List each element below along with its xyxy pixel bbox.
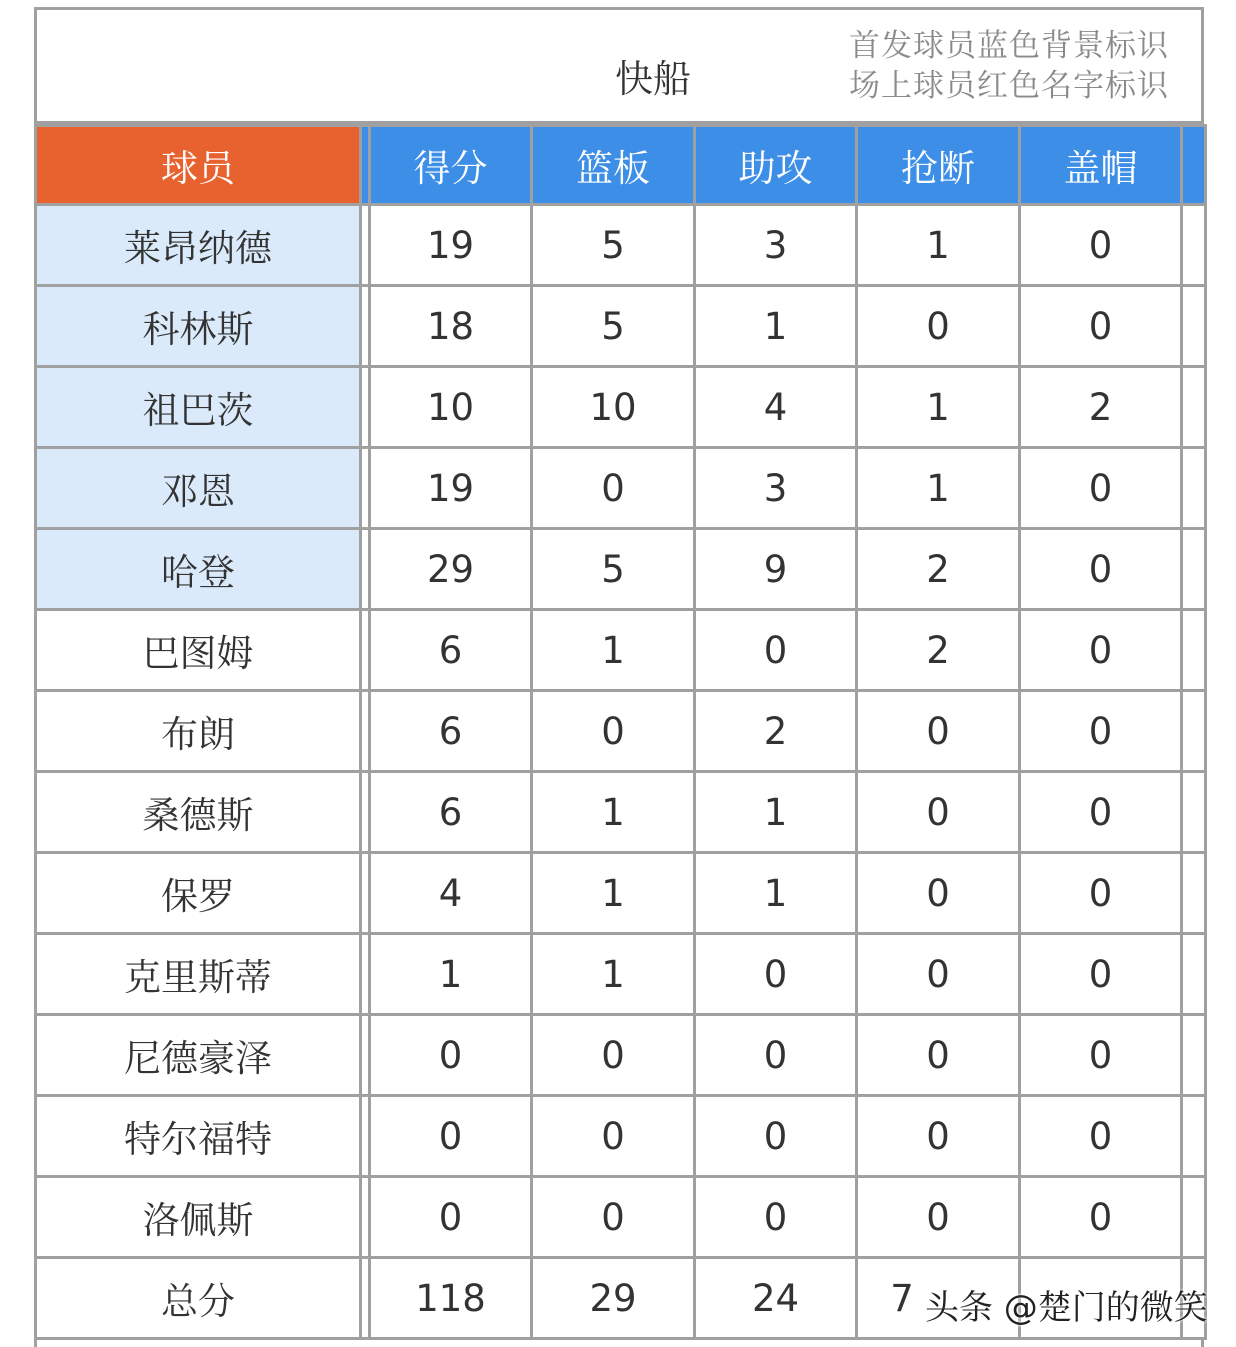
player-name: 布朗 (36, 691, 361, 772)
table-row (36, 1096, 1206, 1177)
table-row (36, 529, 1206, 610)
cell-steals: 0 (857, 853, 1020, 934)
cell-steals: 0 (857, 934, 1020, 1015)
header-row (36, 126, 1206, 205)
cell-rebounds: 0 (532, 691, 695, 772)
header-points: 得分 (370, 126, 532, 205)
table-row (36, 205, 1206, 286)
cell-points: 19 (370, 448, 532, 529)
legend (849, 26, 1169, 106)
cell-points: 10 (370, 367, 532, 448)
row-tail (1182, 367, 1206, 448)
cell-rebounds: 1 (532, 772, 695, 853)
cell-blocks: 0 (1020, 853, 1182, 934)
row-separator (361, 286, 370, 367)
row-tail (1182, 448, 1206, 529)
row-tail (1182, 205, 1206, 286)
row-tail (1182, 934, 1206, 1015)
header-steals: 抢断 (857, 126, 1020, 205)
row-separator (361, 205, 370, 286)
cell-blocks: 0 (1020, 448, 1182, 529)
cell-assists: 3 (695, 205, 857, 286)
cell-points: 0 (370, 1177, 532, 1258)
row-tail (1182, 1177, 1206, 1258)
cell-points: 0 (370, 1096, 532, 1177)
row-separator (361, 448, 370, 529)
cell-blocks: 0 (1020, 934, 1182, 1015)
player-name: 克里斯蒂 (36, 934, 361, 1015)
cell-steals: 1 (857, 367, 1020, 448)
row-separator (361, 691, 370, 772)
player-name: 祖巴茨 (36, 367, 361, 448)
table-row (36, 934, 1206, 1015)
table-row (36, 1177, 1206, 1258)
table-row (36, 1015, 1206, 1096)
totals-steals: 7 (857, 1258, 1020, 1339)
legend-oncourt-note: 场上球员红色名字标识 (849, 68, 1169, 104)
team-title: 快船 (614, 57, 691, 101)
header-rebounds: 篮板 (532, 126, 695, 205)
row-tail (1182, 691, 1206, 772)
header-separator (361, 126, 370, 205)
cell-steals: 0 (857, 772, 1020, 853)
cell-rebounds: 1 (532, 610, 695, 691)
row-tail (1182, 1096, 1206, 1177)
row-separator (361, 367, 370, 448)
cell-assists: 0 (695, 1015, 857, 1096)
player-name: 特尔福特 (36, 1096, 361, 1177)
totals-label: 总分 (36, 1258, 361, 1339)
player-name: 尼德豪泽 (36, 1015, 361, 1096)
cell-rebounds: 5 (532, 205, 695, 286)
cell-assists: 2 (695, 691, 857, 772)
cell-points: 29 (370, 529, 532, 610)
player-name: 桑德斯 (36, 772, 361, 853)
table-row (36, 853, 1206, 934)
totals-separator (361, 1258, 370, 1339)
cell-assists: 0 (695, 1096, 857, 1177)
table-row (36, 286, 1206, 367)
player-name: 科林斯 (36, 286, 361, 367)
cell-rebounds: 5 (532, 286, 695, 367)
cell-rebounds: 0 (532, 1096, 695, 1177)
row-tail (1182, 610, 1206, 691)
cell-blocks: 0 (1020, 1177, 1182, 1258)
cell-rebounds: 1 (532, 934, 695, 1015)
table-row (36, 610, 1206, 691)
cell-rebounds: 0 (532, 1177, 695, 1258)
cell-points: 19 (370, 205, 532, 286)
title-row (37, 10, 1201, 124)
player-name: 邓恩 (36, 448, 361, 529)
cell-steals: 2 (857, 529, 1020, 610)
header-player: 球员 (36, 126, 361, 205)
header-assists: 助攻 (695, 126, 857, 205)
cell-steals: 1 (857, 448, 1020, 529)
cell-blocks: 0 (1020, 610, 1182, 691)
cell-blocks: 0 (1020, 1015, 1182, 1096)
cell-blocks: 0 (1020, 772, 1182, 853)
table-row (36, 691, 1206, 772)
cell-steals: 0 (857, 691, 1020, 772)
row-separator (361, 772, 370, 853)
cell-blocks: 0 (1020, 205, 1182, 286)
cell-assists: 4 (695, 367, 857, 448)
cell-points: 1 (370, 934, 532, 1015)
box-score-table (34, 124, 1207, 1340)
cell-assists: 3 (695, 448, 857, 529)
row-tail (1182, 853, 1206, 934)
totals-points: 118 (370, 1258, 532, 1339)
cell-assists: 0 (695, 934, 857, 1015)
table-row (36, 367, 1206, 448)
cell-assists: 0 (695, 1177, 857, 1258)
cell-assists: 1 (695, 772, 857, 853)
player-name: 保罗 (36, 853, 361, 934)
cell-blocks: 2 (1020, 367, 1182, 448)
cell-steals: 0 (857, 1015, 1020, 1096)
player-name: 哈登 (36, 529, 361, 610)
cell-blocks: 0 (1020, 1096, 1182, 1177)
cell-blocks: 0 (1020, 286, 1182, 367)
watermark: 头条 @楚门的微笑 (925, 1288, 1208, 1328)
cell-rebounds: 5 (532, 529, 695, 610)
header-tail (1182, 126, 1206, 205)
cell-rebounds: 0 (532, 1015, 695, 1096)
player-name: 莱昂纳德 (36, 205, 361, 286)
table-row (36, 772, 1206, 853)
row-separator (361, 1096, 370, 1177)
row-separator (361, 853, 370, 934)
cell-points: 6 (370, 610, 532, 691)
row-separator (361, 529, 370, 610)
row-tail (1182, 772, 1206, 853)
row-separator (361, 610, 370, 691)
totals-rebounds: 29 (532, 1258, 695, 1339)
header-blocks: 盖帽 (1020, 126, 1182, 205)
row-separator (361, 934, 370, 1015)
cell-steals: 0 (857, 1096, 1020, 1177)
cell-rebounds: 10 (532, 367, 695, 448)
cell-rebounds: 0 (532, 448, 695, 529)
player-name: 巴图姆 (36, 610, 361, 691)
table-row (36, 448, 1206, 529)
row-tail (1182, 529, 1206, 610)
cell-assists: 1 (695, 853, 857, 934)
player-rows (36, 205, 1206, 1258)
row-tail (1182, 286, 1206, 367)
cell-assists: 1 (695, 286, 857, 367)
cell-blocks: 0 (1020, 691, 1182, 772)
cell-blocks: 0 (1020, 529, 1182, 610)
row-separator (361, 1015, 370, 1096)
totals-assists: 24 (695, 1258, 857, 1339)
cell-rebounds: 1 (532, 853, 695, 934)
cell-steals: 0 (857, 286, 1020, 367)
cell-assists: 0 (695, 610, 857, 691)
cell-points: 18 (370, 286, 532, 367)
player-name: 洛佩斯 (36, 1177, 361, 1258)
cell-steals: 2 (857, 610, 1020, 691)
cell-steals: 1 (857, 205, 1020, 286)
cell-points: 6 (370, 772, 532, 853)
cell-assists: 9 (695, 529, 857, 610)
legend-starter-note: 首发球员蓝色背景标识 (849, 28, 1169, 64)
cell-points: 6 (370, 691, 532, 772)
cell-points: 0 (370, 1015, 532, 1096)
row-separator (361, 1177, 370, 1258)
row-tail (1182, 1015, 1206, 1096)
cell-steals: 0 (857, 1177, 1020, 1258)
cell-points: 4 (370, 853, 532, 934)
